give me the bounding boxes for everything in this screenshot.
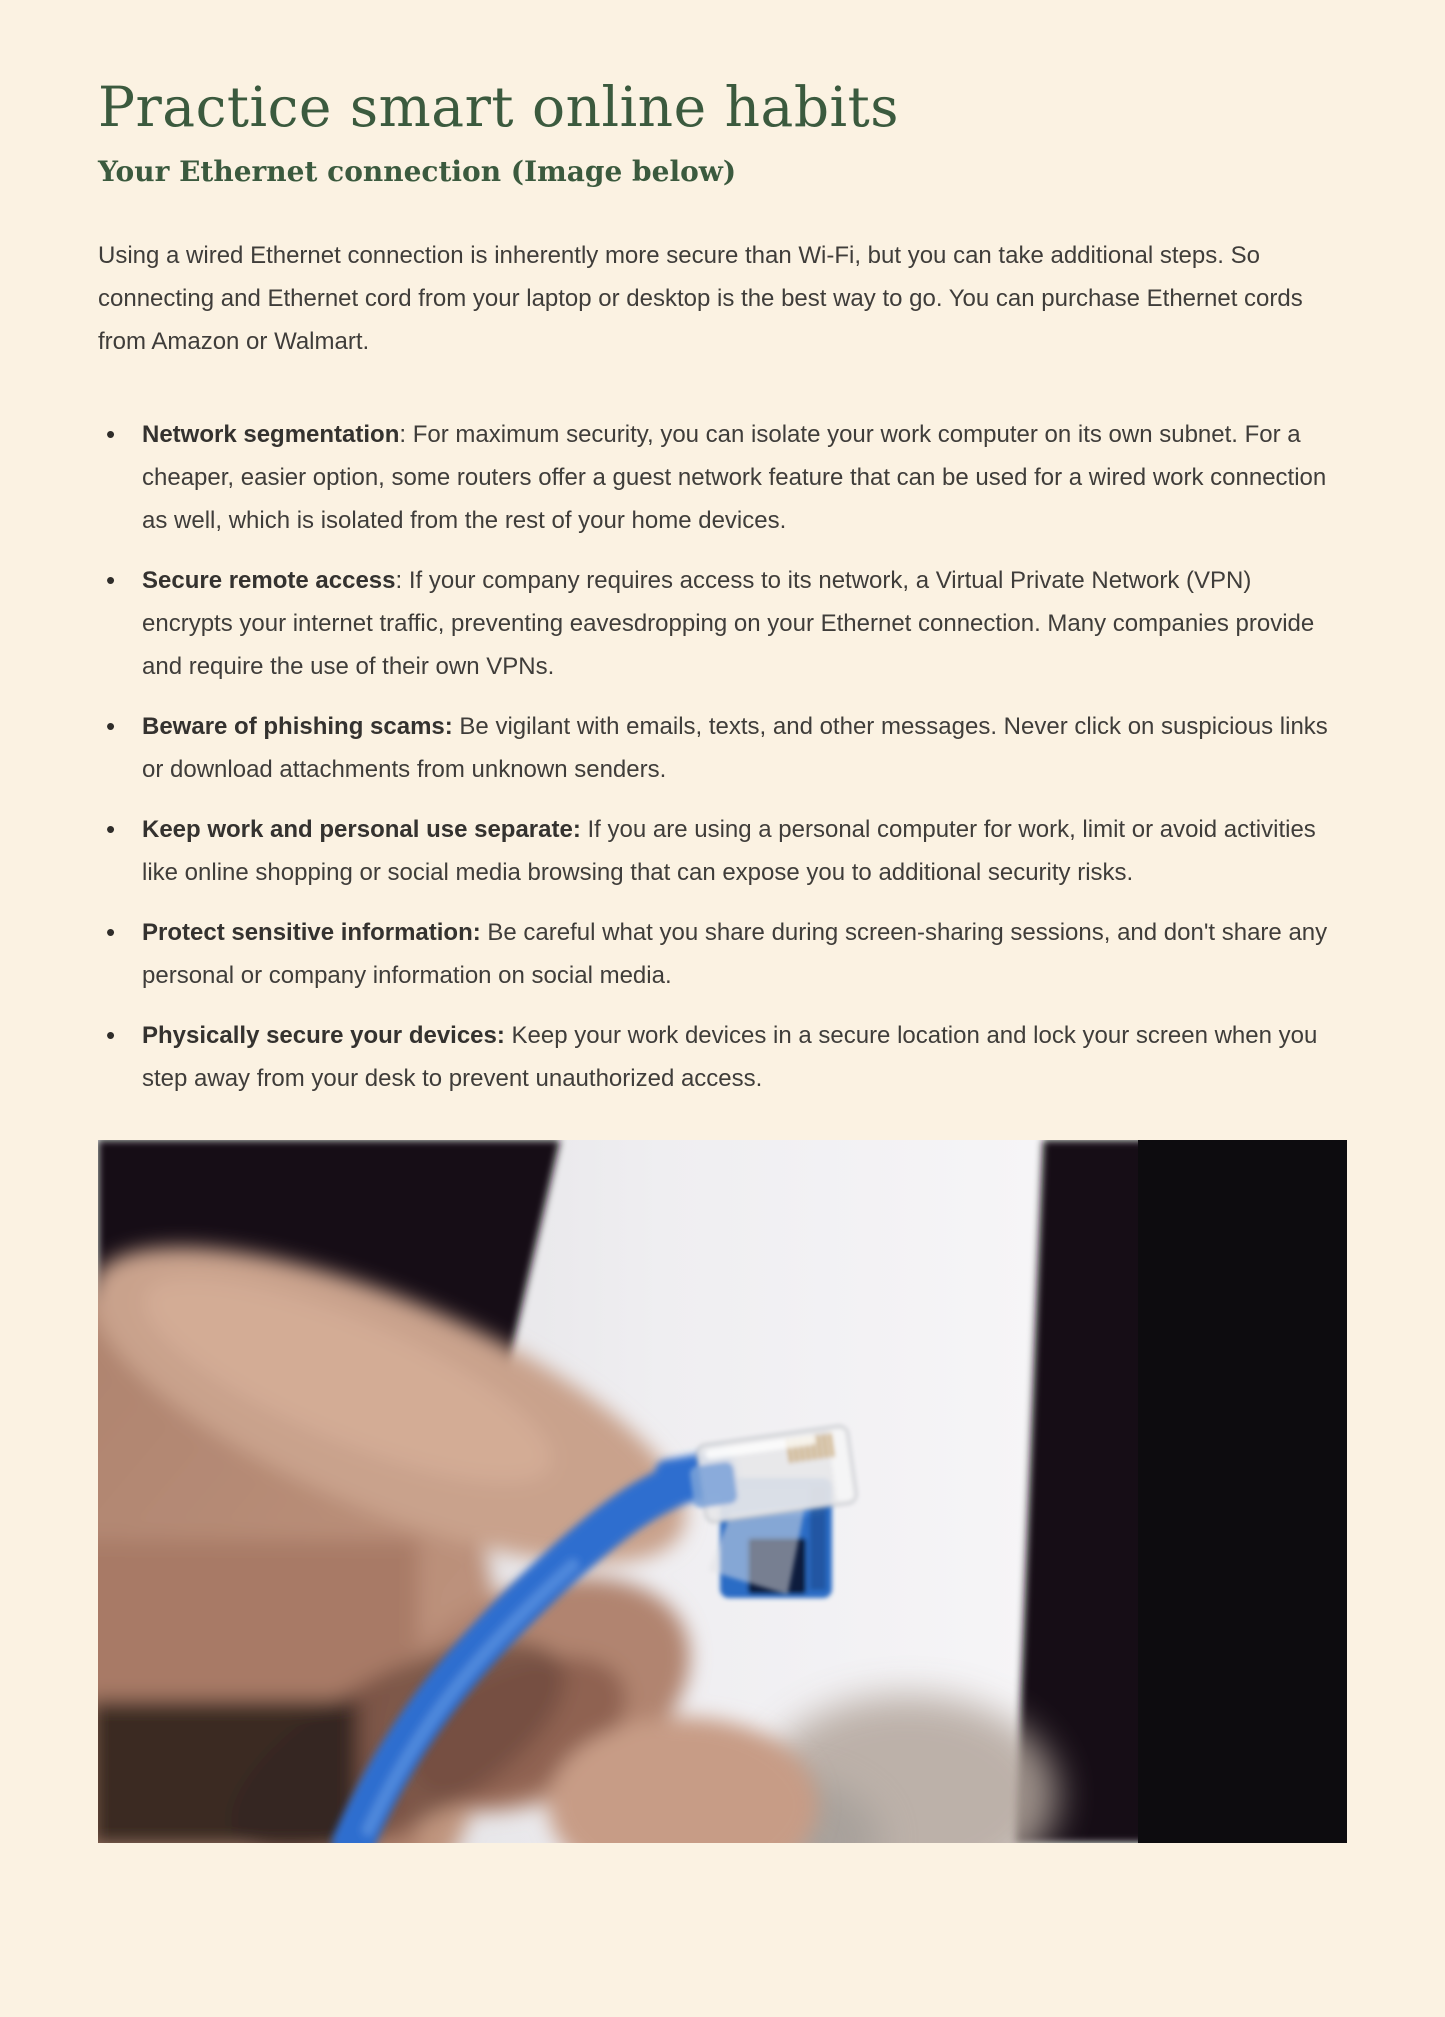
bullet-separator: :: [395, 567, 409, 595]
list-item: [98, 808, 1347, 894]
bullet-text: For maximum security, you can isolate your work computer on its own subnet. For a cheaper, easier option, some routers offer a guest network feature that can be used for a wired work connection as well, which is isolated from the rest of your home devices.: [142, 421, 1327, 535]
page-title: Practice smart online habits: [98, 75, 899, 139]
bullet-lead: Beware of phishing scams:: [142, 713, 453, 741]
bullet-lead: Physically secure your devices:: [142, 1022, 505, 1050]
list-item: [98, 559, 1347, 688]
page-subtitle: Your Ethernet connection (Image below): [98, 155, 737, 189]
security-tips-list: [98, 413, 1347, 1100]
bullet-text: If you are using a personal computer for work, limit or avoid activities like online shopping or social media browsing that can expose you to additional security risks.: [142, 816, 1316, 887]
bullet-separator: [505, 1022, 512, 1049]
bullet-lead: Network segmentation: [142, 421, 400, 449]
list-item: [98, 1014, 1347, 1100]
bullet-text: Keep your work devices in a secure location and lock your screen when you step away from your desk to prevent unauthorized access.: [142, 1022, 1318, 1093]
bullet-separator: :: [399, 421, 413, 449]
ethernet-photo-illustration: [98, 1140, 1347, 1843]
bullet-lead: Protect sensitive information:: [142, 919, 481, 947]
bullet-lead: Keep work and personal use separate:: [142, 816, 581, 844]
bullet-separator: [581, 816, 588, 843]
intro-paragraph: Using a wired Ethernet connection is inherently more secure than Wi-Fi, but you can take additional steps. So connecting and Ethernet cord from your laptop or desktop is the best way to go. You can purchase Ethernet cords from Amazon or Walmart.: [98, 242, 1303, 356]
bullet-text: If your company requires access to its network, a Virtual Private Network (VPN) encrypts your internet traffic, preventing eavesdropping on your Ethernet connection. Many companies provide and require the use of their own VPNs.: [142, 567, 1315, 681]
bullet-text: Be vigilant with emails, texts, and other messages. Never click on suspicious links or download attachments from unknown senders.: [142, 713, 1328, 784]
list-item: [98, 705, 1347, 791]
list-item: [98, 911, 1347, 997]
ethernet-photo: [98, 1140, 1347, 1843]
list-item: [98, 413, 1347, 542]
bullet-lead: Secure remote access: [142, 567, 396, 595]
bullet-text: Be careful what you share during screen-sharing sessions, and don't share any personal or company information on social media.: [142, 919, 1328, 990]
